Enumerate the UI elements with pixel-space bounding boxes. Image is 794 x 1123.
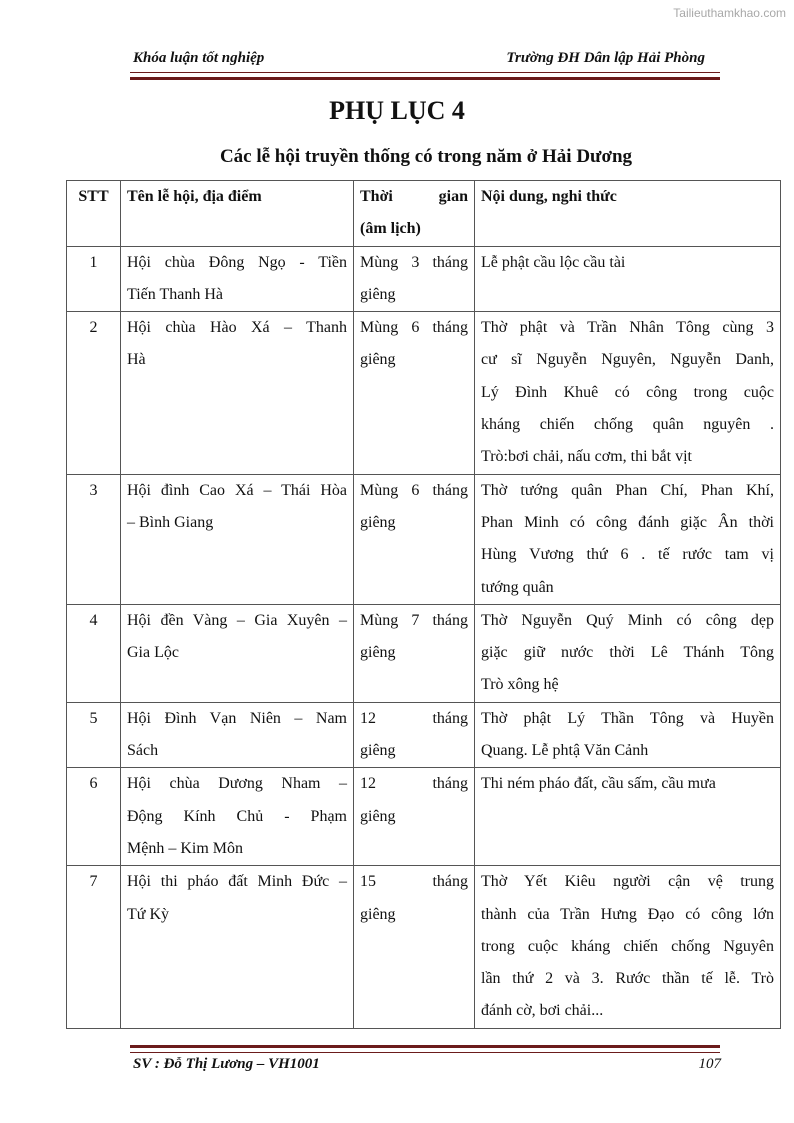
table-row <box>67 474 781 604</box>
cell-stt: 6 <box>67 768 121 866</box>
cell-line: Hội đình Cao Xá – Thái Hòa <box>127 481 347 499</box>
cell-lunar-time <box>354 768 475 866</box>
cell-stt: 1 <box>67 246 121 312</box>
cell-festival-name <box>121 768 354 866</box>
header-time-line2: (âm lịch) <box>360 220 421 238</box>
footer-student: SV : Đỗ Thị Lương – VH1001 <box>133 1056 320 1072</box>
cell-line: 12 tháng <box>360 775 468 793</box>
cell-line: Lễ phật cầu lộc cầu tài <box>481 253 626 271</box>
cell-festival-name <box>121 312 354 474</box>
cell-line: Thờ Nguyễn Quý Minh có công dẹp <box>481 611 774 629</box>
cell-line: Tứ Kỳ <box>127 905 169 923</box>
cell-lunar-time <box>354 474 475 604</box>
table-row <box>67 768 781 866</box>
header-left: Khóa luận tốt nghiệp <box>133 50 265 66</box>
header-time-line1: Thời gian <box>360 188 468 205</box>
cell-line: Mệnh – Kim Môn <box>127 839 243 857</box>
cell-stt: 4 <box>67 604 121 702</box>
cell-content <box>475 474 781 604</box>
cell-line: tướng quân <box>481 578 554 596</box>
cell-festival-name <box>121 246 354 312</box>
footer-rule <box>130 1045 720 1053</box>
cell-festival-name <box>121 474 354 604</box>
cell-line: Mùng 3 tháng <box>360 253 468 271</box>
cell-content <box>475 246 781 312</box>
cell-line: Trò xông hệ <box>481 676 559 694</box>
header-time <box>354 181 475 247</box>
festival-table <box>66 180 781 1029</box>
header-name: Tên lễ hội, địa điểm <box>121 181 354 247</box>
page-header <box>133 50 705 70</box>
cell-line: giêng <box>360 807 396 825</box>
cell-line: Thờ phật Lý Thần Tông và Huyền <box>481 709 774 727</box>
cell-line: Tiến Thanh Hà <box>127 285 223 303</box>
cell-line: đánh cờ, bơi chải... <box>481 1002 604 1020</box>
watermark: Tailieuthamkhao.com <box>673 6 786 20</box>
page-subtitle: Các lễ hội truyền thống có trong năm ở Hải Dương <box>219 146 633 167</box>
cell-line: Gia Lộc <box>127 644 179 662</box>
cell-line: Hội Đình Vạn Niên – Nam <box>127 709 347 727</box>
cell-line: giặc giữ nước thời Lê Thánh Tông <box>481 644 774 662</box>
cell-stt: 5 <box>67 702 121 768</box>
header-rule <box>130 72 720 80</box>
cell-lunar-time <box>354 312 475 474</box>
cell-content <box>475 604 781 702</box>
cell-content <box>475 312 781 474</box>
cell-line: giêng <box>360 644 396 662</box>
cell-lunar-time <box>354 604 475 702</box>
table-body <box>67 246 781 1028</box>
cell-festival-name <box>121 702 354 768</box>
cell-line: kháng chiến chống quân nguyên . <box>481 416 774 434</box>
cell-line: thành của Trần Hưng Đạo có công lớn <box>481 905 774 923</box>
cell-line: Hội đền Vàng – Gia Xuyên – <box>127 611 347 629</box>
cell-lunar-time <box>354 866 475 1028</box>
cell-line: Trò:bơi chải, nấu cơm, thi bắt vịt <box>481 448 692 466</box>
header-content: Nội dung, nghi thức <box>475 181 781 247</box>
cell-line: cư sĩ Nguyễn Nguyên, Nguyễn Danh, <box>481 351 774 369</box>
page-footer <box>133 1056 723 1076</box>
cell-lunar-time <box>354 246 475 312</box>
table-header-row <box>67 181 781 247</box>
table-row <box>67 604 781 702</box>
cell-line: giêng <box>360 351 396 369</box>
cell-festival-name <box>121 604 354 702</box>
cell-festival-name <box>121 866 354 1028</box>
cell-line: giêng <box>360 285 396 303</box>
cell-line: 12 tháng <box>360 709 468 727</box>
cell-line: Phan Minh có công đánh giặc Ân thời <box>481 513 774 531</box>
cell-line: giêng <box>360 742 396 760</box>
cell-stt: 7 <box>67 866 121 1028</box>
header-right: Trường ĐH Dân lập Hải Phòng <box>506 50 705 66</box>
cell-content <box>475 866 781 1028</box>
cell-line: Mùng 6 tháng <box>360 319 468 337</box>
cell-line: Hà <box>127 351 146 369</box>
page-number: 107 <box>698 1056 721 1072</box>
cell-line: Mùng 7 tháng <box>360 611 468 629</box>
cell-line: Hội chùa Hào Xá – Thanh <box>127 319 347 337</box>
cell-stt: 2 <box>67 312 121 474</box>
cell-line: Quang. Lễ phtậ Văn Cảnh <box>481 742 649 760</box>
cell-line: Hùng Vương thứ 6 . tế rước tam vị <box>481 546 774 564</box>
cell-line: Thờ tướng quân Phan Chí, Phan Khí, <box>481 481 774 499</box>
cell-line: giêng <box>360 905 396 923</box>
cell-line: Lý Đình Khuê có công trong cuộc <box>481 383 774 401</box>
cell-content <box>475 768 781 866</box>
cell-line: Sách <box>127 742 159 760</box>
header-stt: STT <box>67 181 121 247</box>
table-row <box>67 312 781 474</box>
cell-line: trong cuộc kháng chiến chống Nguyên <box>481 937 774 955</box>
cell-line: Hội chùa Dương Nham – <box>127 775 347 793</box>
cell-line: Hội chùa Đông Ngọ - Tiền <box>127 253 347 271</box>
cell-line: Thi ném pháo đất, cầu sấm, cầu mưa <box>481 775 716 793</box>
table-row <box>67 702 781 768</box>
page-title: PHỤ LỤC 4 <box>329 96 465 125</box>
cell-line: lần thứ 2 và 3. Rước thần tế lễ. Trò <box>481 970 774 988</box>
cell-line: 15 tháng <box>360 873 468 891</box>
cell-line: Động Kính Chủ - Phạm <box>127 807 347 825</box>
cell-content <box>475 702 781 768</box>
cell-lunar-time <box>354 702 475 768</box>
cell-line: – Bình Giang <box>127 513 214 531</box>
table-row <box>67 246 781 312</box>
table-row <box>67 866 781 1028</box>
cell-line: Thờ Yết Kiêu người cận vệ trung <box>481 873 774 891</box>
cell-line: giêng <box>360 513 396 531</box>
cell-stt: 3 <box>67 474 121 604</box>
cell-line: Hội thi pháo đất Minh Đức – <box>127 873 347 891</box>
cell-line: Thờ phật và Trần Nhân Tông cùng 3 <box>481 319 774 337</box>
cell-line: Mùng 6 tháng <box>360 481 468 499</box>
